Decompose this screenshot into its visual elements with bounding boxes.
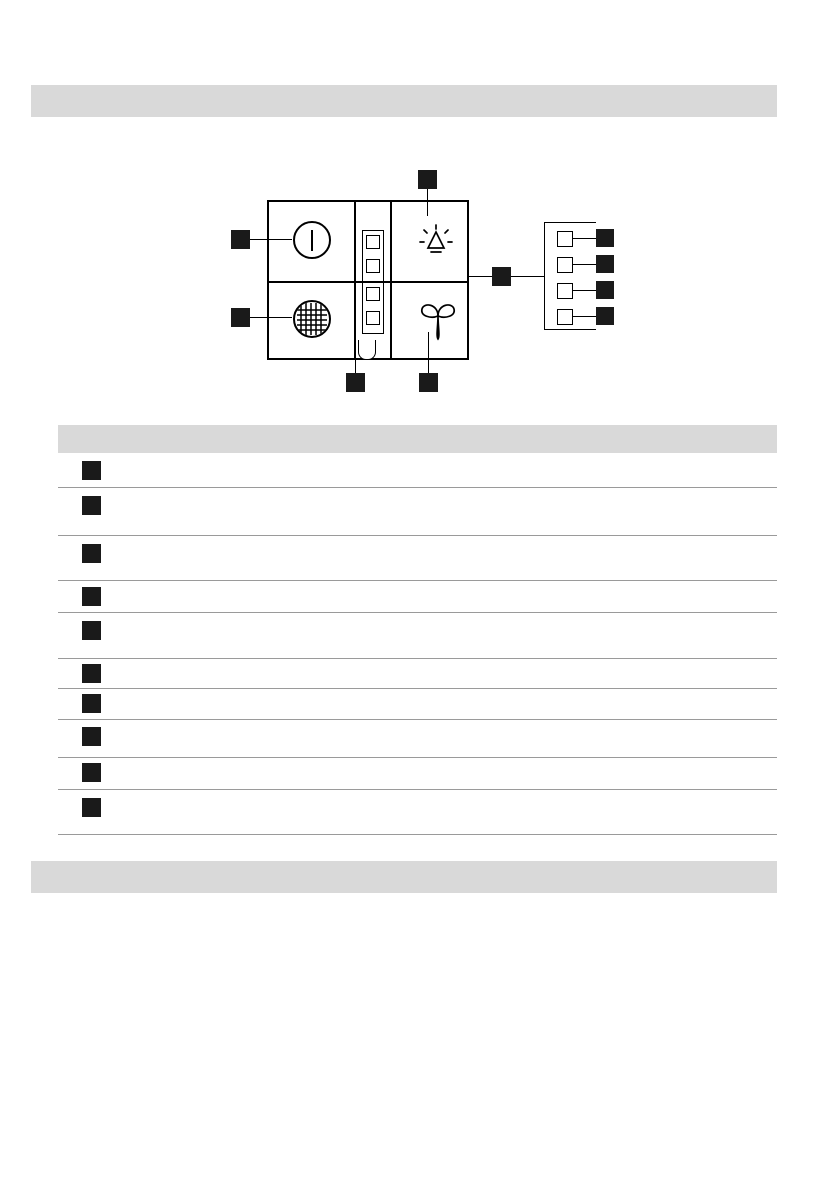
legend-header: [58, 425, 777, 453]
knob-tab[interactable]: [358, 340, 376, 360]
section-banner-bottom: [31, 861, 777, 893]
legend-marker: [82, 727, 101, 746]
table-row: [58, 536, 777, 581]
grill-icon[interactable]: [293, 300, 331, 338]
callout-marker-detail-3: [596, 281, 614, 299]
leader-detail-3: [572, 290, 596, 291]
callout-marker-detail-1: [596, 229, 614, 247]
legend-marker: [82, 694, 101, 713]
table-row: [58, 488, 777, 536]
detail-led-4: [557, 309, 573, 325]
callout-marker-power: [231, 230, 250, 249]
legend-marker: [82, 664, 101, 683]
detail-led-3: [557, 283, 573, 299]
power-icon[interactable]: [293, 221, 331, 259]
callout-marker-lamp: [418, 170, 437, 189]
legend-marker: [82, 798, 101, 817]
callout-marker-fan: [419, 373, 438, 392]
callout-marker-detail-4: [596, 307, 614, 325]
legend-marker: [82, 763, 101, 782]
detail-led-1: [557, 231, 573, 247]
panel-divider-vertical-right: [390, 202, 392, 358]
led-3: [366, 287, 380, 301]
table-row: [58, 613, 777, 659]
legend-marker: [82, 461, 101, 480]
lamp-icon[interactable]: [411, 218, 461, 266]
led-2: [366, 259, 380, 273]
led-4: [366, 311, 380, 325]
control-panel-figure: [200, 160, 660, 400]
callout-marker-detail-2: [596, 255, 614, 273]
section-banner-top: [31, 85, 777, 117]
table-row: [58, 689, 777, 720]
callout-marker-grill: [231, 308, 250, 327]
legend-marker: [82, 587, 101, 606]
detail-led-2: [557, 257, 573, 273]
table-row: [58, 453, 777, 488]
callout-marker-knob: [346, 373, 365, 392]
table-row: [58, 790, 777, 835]
table-row: [58, 758, 777, 790]
legend-marker: [82, 621, 101, 640]
callout-marker-led-bar: [492, 267, 511, 286]
led-1: [366, 235, 380, 249]
leader-line-led-bar-right: [511, 276, 545, 277]
leader-detail-1: [572, 238, 596, 239]
legend-table: [58, 425, 777, 835]
led-indicator-stack: [362, 230, 384, 334]
table-row: [58, 720, 777, 758]
leader-detail-4: [572, 316, 596, 317]
table-row: [58, 659, 777, 689]
legend-marker: [82, 496, 101, 515]
fan-icon[interactable]: [411, 294, 465, 346]
panel-divider-vertical-left: [354, 202, 356, 358]
legend-marker: [82, 544, 101, 563]
table-row: [58, 581, 777, 613]
leader-detail-2: [572, 264, 596, 265]
control-panel-box: [267, 200, 469, 360]
leader-line-led-bar-left: [469, 276, 492, 277]
